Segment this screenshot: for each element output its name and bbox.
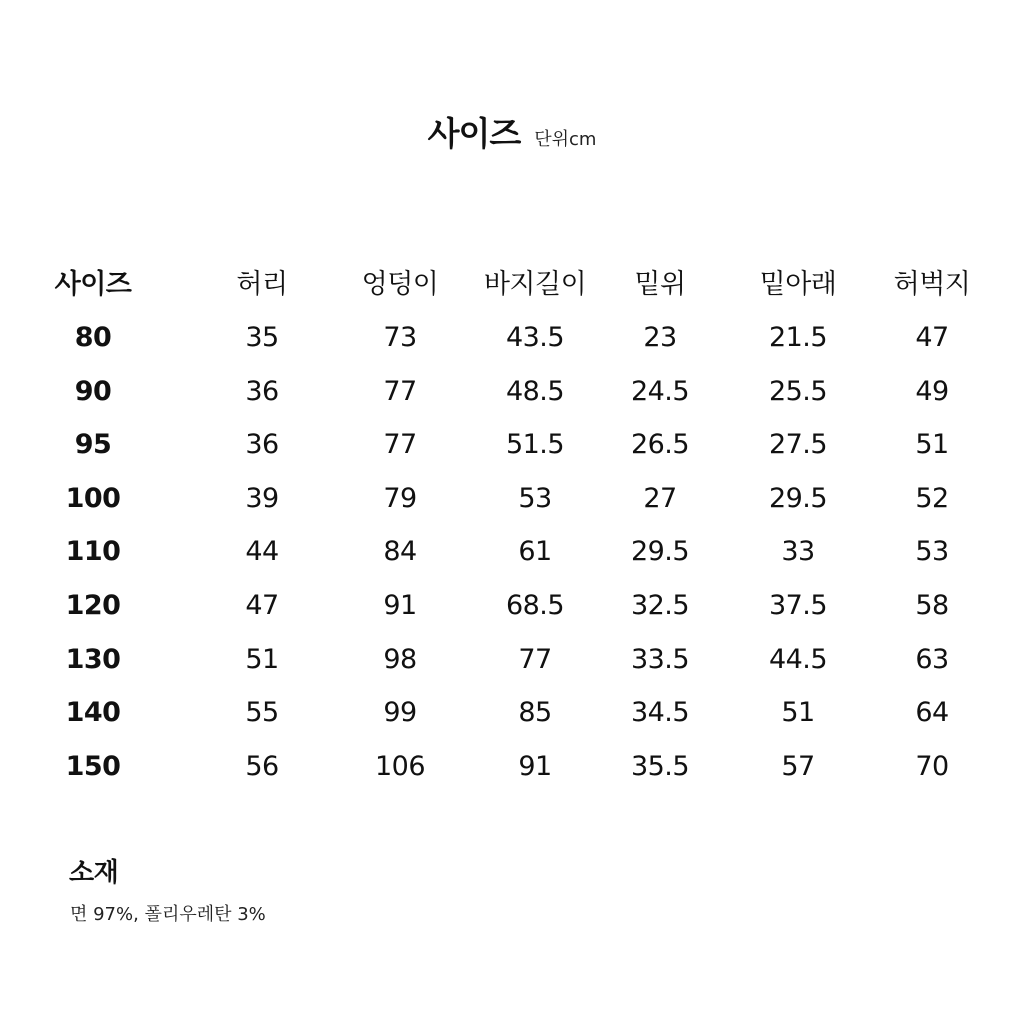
column-header: 엉덩이 bbox=[361, 269, 439, 300]
measurement-cell: 57 bbox=[781, 750, 815, 782]
size-cell: 150 bbox=[65, 750, 121, 782]
measurement-cell: 51 bbox=[915, 429, 949, 461]
unit-label: 단위cm bbox=[534, 129, 597, 150]
column-header: 허벅지 bbox=[893, 269, 971, 300]
table-row bbox=[0, 579, 1024, 632]
measurement-cell: 64 bbox=[915, 697, 949, 729]
measurement-cell: 52 bbox=[915, 482, 949, 514]
measurement-cell: 21.5 bbox=[768, 322, 828, 353]
measurement-cell: 91 bbox=[383, 590, 417, 621]
measurement-cell: 53 bbox=[518, 482, 552, 514]
measurement-cell: 73 bbox=[383, 322, 417, 353]
measurement-cell: 98 bbox=[383, 643, 417, 675]
measurement-cell: 106 bbox=[374, 750, 426, 782]
material-text: 면 97%, 폴리우레탄 3% bbox=[70, 904, 266, 925]
measurement-cell: 33 bbox=[781, 536, 815, 568]
table-row bbox=[0, 311, 1024, 364]
measurement-cell: 32.5 bbox=[630, 590, 690, 621]
measurement-cell: 99 bbox=[383, 697, 417, 729]
table-row bbox=[0, 686, 1024, 739]
measurement-cell: 37.5 bbox=[768, 590, 828, 621]
measurement-cell: 29.5 bbox=[768, 482, 828, 514]
page-header bbox=[0, 108, 1024, 155]
measurement-cell: 48.5 bbox=[505, 375, 565, 407]
measurement-cell: 35 bbox=[245, 322, 279, 353]
table-row bbox=[0, 525, 1024, 578]
size-cell: 120 bbox=[65, 590, 121, 621]
column-header: 허리 bbox=[236, 269, 288, 300]
measurement-cell: 79 bbox=[383, 482, 417, 514]
measurement-cell: 36 bbox=[245, 375, 279, 407]
measurement-cell: 33.5 bbox=[630, 643, 690, 675]
size-cell: 95 bbox=[74, 429, 112, 461]
measurement-cell: 27 bbox=[643, 482, 677, 514]
measurement-cell: 55 bbox=[245, 697, 279, 729]
measurement-cell: 29.5 bbox=[630, 536, 690, 568]
measurement-cell: 77 bbox=[383, 429, 417, 461]
measurement-cell: 63 bbox=[915, 643, 949, 675]
column-header: 사이즈 bbox=[54, 269, 132, 300]
size-table bbox=[0, 258, 1024, 798]
measurement-cell: 91 bbox=[518, 750, 552, 782]
measurement-cell: 51 bbox=[245, 643, 279, 675]
measurement-cell: 84 bbox=[383, 536, 417, 568]
measurement-cell: 49 bbox=[915, 375, 949, 407]
size-cell: 80 bbox=[74, 322, 112, 353]
table-row bbox=[0, 472, 1024, 525]
measurement-cell: 47 bbox=[245, 590, 279, 621]
measurement-cell: 77 bbox=[518, 643, 552, 675]
table-row bbox=[0, 365, 1024, 418]
measurement-cell: 39 bbox=[245, 482, 279, 514]
measurement-cell: 56 bbox=[245, 750, 279, 782]
measurement-cell: 25.5 bbox=[768, 375, 828, 407]
measurement-cell: 51.5 bbox=[505, 429, 565, 461]
measurement-cell: 70 bbox=[915, 750, 949, 782]
table-row bbox=[0, 740, 1024, 793]
size-cell: 140 bbox=[65, 697, 121, 729]
table-row bbox=[0, 418, 1024, 471]
measurement-cell: 61 bbox=[518, 536, 552, 568]
measurement-cell: 26.5 bbox=[630, 429, 690, 461]
measurement-cell: 53 bbox=[915, 536, 949, 568]
measurement-cell: 35.5 bbox=[630, 750, 690, 782]
measurement-cell: 23 bbox=[643, 322, 677, 353]
measurement-cell: 51 bbox=[781, 697, 815, 729]
measurement-cell: 27.5 bbox=[768, 429, 828, 461]
measurement-cell: 43.5 bbox=[505, 322, 565, 353]
material-title: 소재 bbox=[69, 858, 119, 888]
size-cell: 100 bbox=[65, 482, 121, 514]
size-cell: 130 bbox=[65, 643, 121, 675]
size-cell: 90 bbox=[74, 375, 112, 407]
column-header: 밑아래 bbox=[759, 269, 837, 300]
measurement-cell: 36 bbox=[245, 429, 279, 461]
measurement-cell: 44.5 bbox=[768, 643, 828, 675]
measurement-cell: 85 bbox=[518, 697, 552, 729]
measurement-cell: 44 bbox=[245, 536, 279, 568]
column-header: 바지길이 bbox=[483, 269, 587, 300]
table-header-row bbox=[0, 258, 1024, 311]
measurement-cell: 68.5 bbox=[505, 590, 565, 621]
measurement-cell: 77 bbox=[383, 375, 417, 407]
measurement-cell: 58 bbox=[915, 590, 949, 621]
measurement-cell: 24.5 bbox=[630, 375, 690, 407]
measurement-cell: 34.5 bbox=[630, 697, 690, 729]
table-row bbox=[0, 633, 1024, 686]
size-cell: 110 bbox=[65, 536, 121, 568]
column-header: 밑위 bbox=[634, 269, 686, 300]
measurement-cell: 47 bbox=[915, 322, 949, 353]
page-title: 사이즈 bbox=[427, 114, 521, 153]
